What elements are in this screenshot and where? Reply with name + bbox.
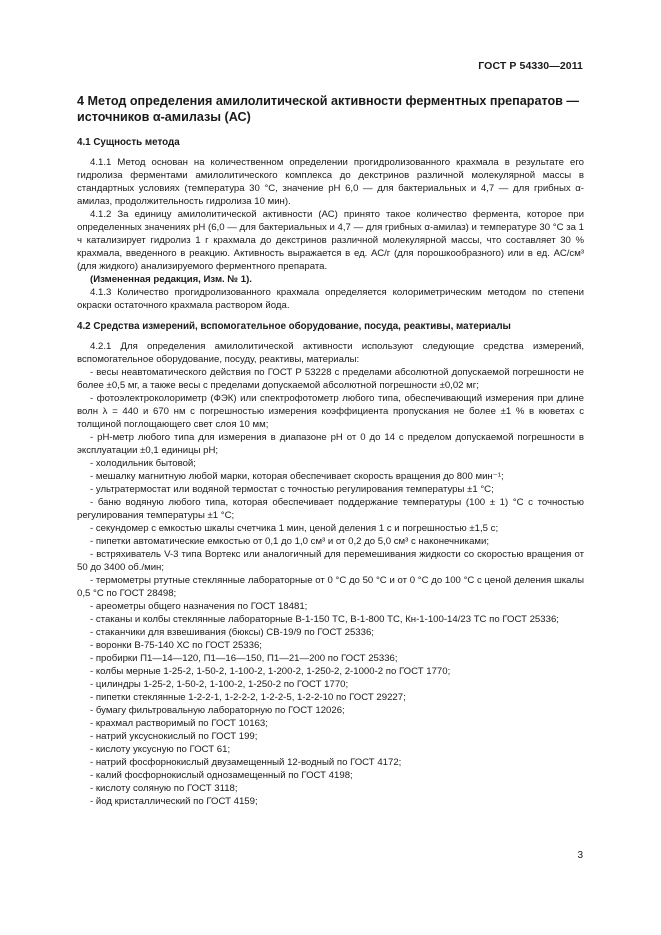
list-item: - пипетки автоматические емкостью от 0,1 до 1,0 см³ и от 0,2 до 5,0 см³ с наконечниками; bbox=[90, 536, 490, 547]
list-item: - термометры ртутные стеклянные лабораторные от 0 °С до 50 °С и от 0 °С до 100 °С с ценой деления шкалы 0,5 °С по ГОСТ 28498; bbox=[77, 575, 584, 599]
paragraph-4-2-1: 4.2.1 Для определения амилолитической активности используют следующие средства измерений, вспомогательное оборудование, посуду, реактивы, материалы: bbox=[77, 341, 584, 365]
list-item: - стаканчики для взвешивания (бюксы) СВ-19/9 по ГОСТ 25336; bbox=[90, 627, 374, 638]
document-body bbox=[77, 93, 584, 808]
list-item: - холодильник бытовой; bbox=[90, 458, 196, 469]
list-item: - ареометры общего назначения по ГОСТ 18481; bbox=[90, 601, 308, 612]
list-item: - бумагу фильтровальную лабораторную по ГОСТ 12026; bbox=[90, 705, 345, 716]
list-item: - натрий уксуснокислый по ГОСТ 199; bbox=[90, 731, 258, 742]
subsection-title-4-1: 4.1 Сущность метода bbox=[77, 137, 180, 148]
equipment-list bbox=[77, 366, 584, 808]
list-item: - секундомер с емкостью шкалы счетчика 1 мин, ценой деления 1 с и погрешностью ±1,5 с; bbox=[90, 523, 499, 534]
page-number: 3 bbox=[577, 850, 583, 861]
list-item: - натрий фосфорнокислый двузамещенный 12-водный по ГОСТ 4172; bbox=[90, 757, 402, 768]
list-item: - фотоэлектроколориметр (ФЭК) или спектрофотометр любого типа, обеспечивающий измерения при длине волн λ = 440 и 670 нм с погрешностью измерения коэффициента пропускания не более ±1 % в кюветах с толщиной поглощающего свет слоя 10 мм; bbox=[77, 393, 584, 430]
standard-number-header: ГОСТ Р 54330—2011 bbox=[478, 60, 583, 72]
list-item: - калий фосфорнокислый однозамещенный по ГОСТ 4198; bbox=[90, 770, 353, 781]
list-item: - рН-метр любого типа для измерения в диапазоне рН от 0 до 14 с пределом допускаемой погрешности в эксплуатации ±0,1 единицы рН; bbox=[77, 432, 584, 456]
list-item: - кислоту уксусную по ГОСТ 61; bbox=[90, 744, 231, 755]
paragraph-4-1-1: 4.1.1 Метод основан на количественном определении прогидролизованного крахмала в результате его гидролиза ферментами амилолитического комплекса до декстринов различной молекулярной массы в стандартных условиях (температура 30 °С, значение рН 6,0 — для бактериальных и 4,7 — для грибных α-амилаз, продолжительность гидролиза 10 мин). bbox=[77, 157, 584, 207]
list-item: - весы неавтоматического действия по ГОСТ Р 53228 с пределами абсолютной допускаемой погрешности не более ±0,5 мг, а также весы с пределами допускаемой абсолютной погрешности ±0,02 мг; bbox=[77, 367, 584, 391]
list-item: - мешалку магнитную любой марки, которая обеспечивает скорость вращения до 800 мин⁻¹; bbox=[90, 471, 504, 482]
list-item: - йод кристаллический по ГОСТ 4159; bbox=[90, 796, 258, 807]
list-item: - пробирки П1—14—120, П1—16—150, П1—21—200 по ГОСТ 25336; bbox=[90, 653, 398, 664]
list-item: - колбы мерные 1-25-2, 1-50-2, 1-100-2, 1-200-2, 1-250-2, 2-1000-2 по ГОСТ 1770; bbox=[90, 666, 451, 677]
list-item: - стаканы и колбы стеклянные лабораторные В-1-150 ТС, В-1-800 ТС, Кн-1-100-14/23 ТС по ГОСТ 25336; bbox=[90, 614, 559, 625]
section-title: 4 Метод определения амилолитической активности ферментных препаратов — источников α-амилазы (АС) bbox=[77, 94, 580, 124]
list-item: - крахмал растворимый по ГОСТ 10163; bbox=[90, 718, 268, 729]
list-item: - пипетки стеклянные 1-2-2-1, 1-2-2-2, 1-2-2-5, 1-2-2-10 по ГОСТ 29227; bbox=[90, 692, 406, 703]
list-item: - цилиндры 1-25-2, 1-50-2, 1-100-2, 1-250-2 по ГОСТ 1770; bbox=[90, 679, 349, 690]
amendment-note: (Измененная редакция, Изм. № 1). bbox=[90, 274, 252, 285]
list-item: - ультратермостат или водяной термостат с точностью регулирования температуры ±1 °С; bbox=[90, 484, 494, 495]
list-item: - встряхиватель V-3 типа Вортекс или аналогичный для перемешивания жидкости со скоростью вращения от 50 до 3400 об./мин; bbox=[77, 549, 584, 573]
paragraph-4-1-3: 4.1.3 Количество прогидролизованного крахмала определяется колориметрическим методом по степени окраски остаточного крахмала раствором йода. bbox=[77, 287, 584, 311]
list-item: - баню водяную любого типа, которая обеспечивает поддержание температуры (100 ± 1) °С с точностью регулирования температуры ±1 °С; bbox=[77, 497, 584, 521]
list-item: - кислоту соляную по ГОСТ 3118; bbox=[90, 783, 238, 794]
list-item: - воронки В-75-140 ХС по ГОСТ 25336; bbox=[90, 640, 262, 651]
subsection-title-4-2: 4.2 Средства измерений, вспомогательное оборудование, посуда, реактивы, материалы bbox=[77, 321, 511, 332]
paragraph-4-1-2: 4.1.2 За единицу амилолитической активности (АС) принято такое количество фермента, которое при определенных значениях рН (6,0 — для бактериальных и 4,7 — для грибных α-амилаз) и температуре 30 °С за 1 ч катализирует гидролиз 1 г крахмала до декстринов различной молекулярной массы, что составляет 30 % крахмала, введенного в реакцию. Активность выражается в ед. АС/г (для порошкообразного) или в ед. АС/см³ (для жидкого) анализируемого ферментного препарата. bbox=[77, 209, 584, 272]
